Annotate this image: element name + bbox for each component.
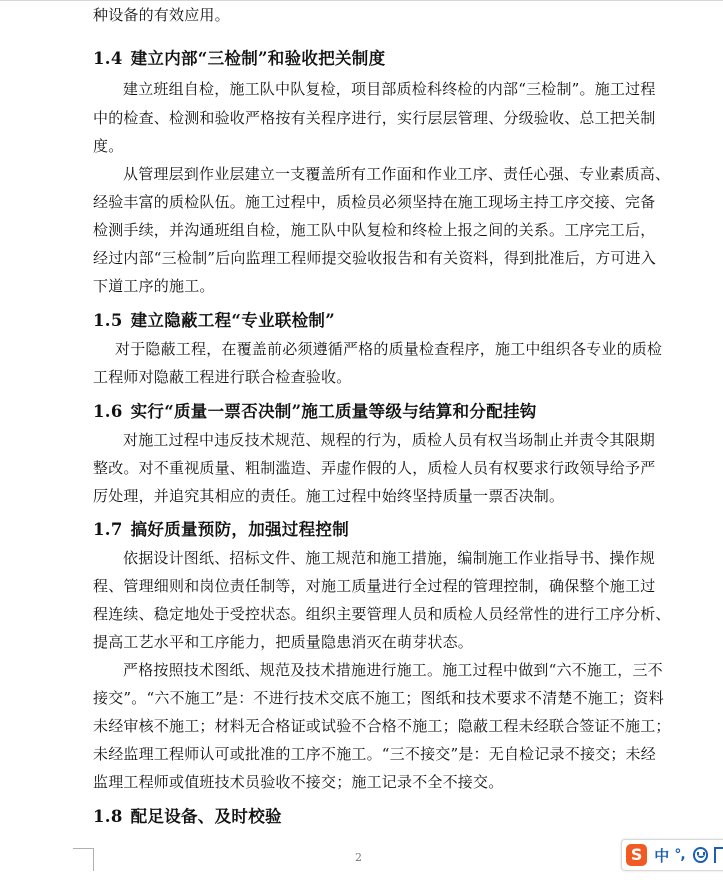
section-title: 建立隐蔽工程“专业联检制” [130, 311, 335, 330]
page-corner-mark [73, 848, 94, 871]
section-heading-1-6 [93, 398, 537, 422]
paragraph-line: 程连续、稳定地处于受控状态。组织主要管理人员和质检人员经常性的进行工序分析、 [93, 605, 671, 623]
paragraph-line: 厉处理，并追究其相应的责任。施工过程中始终坚持质量一票否决制。 [93, 487, 565, 505]
section-heading-1-7 [93, 516, 349, 540]
section-heading-1-5 [93, 307, 335, 331]
paragraph-line: 对于隐蔽工程，在覆盖前必须遵循严格的质量检查程序，施工中组织各专业的质检 [115, 340, 663, 358]
paragraph-line: 下道工序的施工。 [93, 277, 215, 295]
section-number: 1.4 [93, 49, 123, 68]
ime-punctuation-toggle[interactable]: °, [674, 847, 685, 863]
paragraph-line: 提高工艺水平和工序能力，把质量隐患消灭在萌芽状态。 [93, 633, 474, 651]
paragraph-line: 经验丰富的质检队伍。施工过程中，质检员必须坚持在施工现场主持工序交接、完备 [93, 193, 656, 211]
paragraph-line: 依据设计图纸、招标文件、施工规范和施工措施，编制施工作业指导书、操作规 [123, 549, 656, 567]
paragraph-line: 工程师对隐蔽工程进行联合检查验收。 [93, 368, 352, 386]
section-title: 配足设备、及时校验 [130, 807, 282, 826]
section-number: 1.5 [93, 311, 123, 330]
paragraph-line: 程、管理细则和岗位责任制等，对施工质量进行全过程的管理控制，确保整个施工过 [93, 577, 656, 595]
paragraph-line: 种设备的有效应用。 [93, 6, 230, 24]
paragraph-line: 严格按照技术图纸、规范及技术措施进行施工。施工过程中做到“六不施工，三不 [123, 661, 663, 679]
section-number: 1.6 [93, 402, 123, 421]
paragraph-line: 未经监理工程师认可或批准的工序不施工。“三不接交”是：无自检记录不接交；未经 [93, 745, 656, 763]
paragraph-line: 度。 [93, 137, 124, 155]
section-title: 建立内部“三检制”和验收把关制度 [130, 49, 386, 68]
section-number: 1.8 [93, 807, 123, 826]
paragraph-line: 中的检查、检测和验收严格按有关程序进行，实行层层管理、分级验收、总工把关制 [93, 109, 656, 127]
paragraph-line: 检测手续，并沟通班组自检，施工队中队复检和终检上报之间的关系。工序完工后， [93, 221, 656, 239]
paragraph-line: 从管理层到作业层建立一支覆盖所有工作面和作业工序、责任心强、专业素质高、 [123, 165, 671, 183]
ime-more-icon[interactable] [714, 847, 723, 863]
section-number: 1.7 [93, 520, 123, 539]
paragraph-line: 建立班组自检，施工队中队复检，项目部质检科终检的内部“三检制”。施工过程 [123, 80, 656, 98]
ime-language-toggle[interactable]: 中 [654, 846, 670, 865]
emoji-icon[interactable] [693, 847, 709, 863]
paragraph-line: 监理工程师或值班技术员验收不接交；施工记录不全不接交。 [93, 773, 504, 791]
paragraph-line: 对施工过程中违反技术规范、规程的行为，质检人员有权当场制止并责令其限期 [123, 431, 656, 449]
sogou-logo-icon[interactable]: S [626, 844, 647, 866]
page-number: 2 [355, 851, 362, 864]
section-title: 实行“质量一票否决制”施工质量等级与结算和分配挂钩 [130, 402, 537, 421]
paragraph-line: 未经审核不施工；材料无合格证或试验不合格不施工；隐蔽工程未经联合签证不施工； [93, 717, 671, 735]
paragraph-line: 整改。对不重视质量、粗制滥造、弄虚作假的人，质检人员有权要求行政领导给予严 [93, 459, 656, 477]
ime-toolbar[interactable] [621, 839, 723, 871]
paragraph-line: 接交”。“六不施工”是：不进行技术交底不施工；图纸和技术要求不清楚不施工；资料 [93, 689, 664, 707]
section-heading-1-4 [93, 45, 385, 69]
paragraph-line: 经过内部“三检制”后向监理工程师提交验收报告和有关资料，得到批准后，方可进入 [93, 249, 656, 267]
section-heading-1-8 [93, 803, 282, 827]
section-title: 搞好质量预防，加强过程控制 [130, 520, 350, 539]
